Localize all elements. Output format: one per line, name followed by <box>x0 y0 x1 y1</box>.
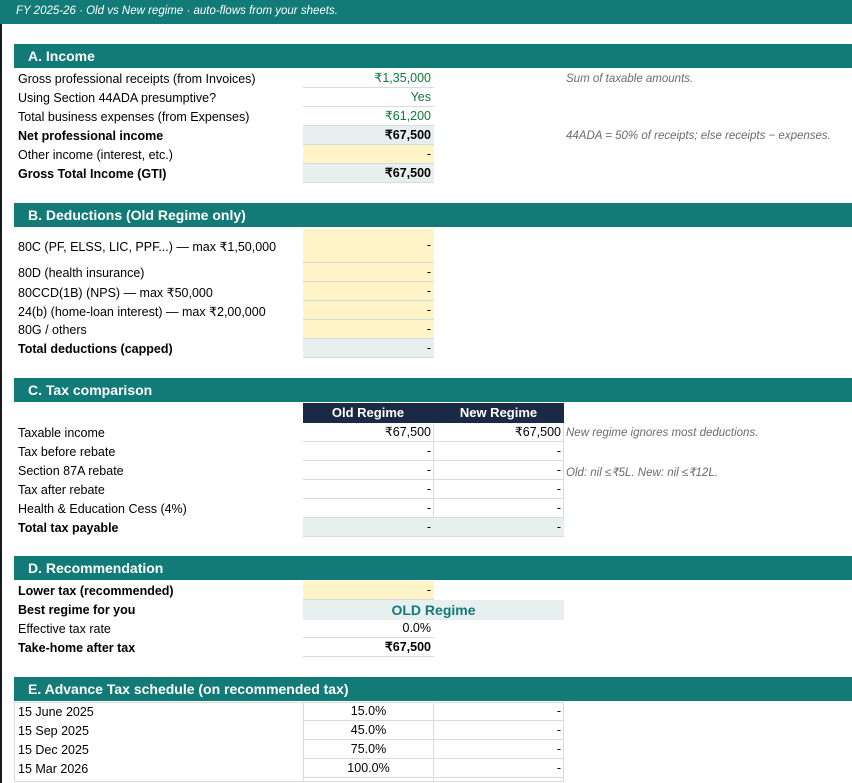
income-value-44ada[interactable]: Yes <box>303 88 434 107</box>
section-a-header <box>14 44 852 68</box>
recommendation-label-best-regime: Best regime for you <box>18 603 136 617</box>
income-note-gross-receipts: Sum of taxable amounts. <box>566 73 694 85</box>
advance-pct-2[interactable]: 45.0% <box>303 721 434 740</box>
advance-pct-1[interactable]: 15.0% <box>303 702 434 721</box>
income-label-other-income: Other income (interest, etc.) <box>18 148 173 162</box>
comparison-old-total-tax[interactable]: - <box>303 518 434 537</box>
deduction-label-24b: 24(b) (home-loan interest) — max ₹2,00,000 <box>18 305 266 319</box>
section-c-title: C. Tax comparison <box>28 382 153 398</box>
deduction-value-80d[interactable]: - <box>303 263 434 282</box>
section-e-header <box>14 677 852 701</box>
deduction-label-total: Total deductions (capped) <box>18 342 173 356</box>
recommendation-value-take-home[interactable]: ₹67,500 <box>303 638 434 657</box>
column-header-new-regime: New Regime <box>433 403 564 423</box>
income-value-other-income[interactable]: - <box>303 145 434 164</box>
comparison-new-cess[interactable]: - <box>433 499 564 518</box>
section-b-header <box>14 203 852 227</box>
comparison-old-87a-rebate[interactable]: - <box>303 461 434 480</box>
deduction-value-80g[interactable]: - <box>303 320 434 339</box>
recommendation-label-lower-tax: Lower tax (recommended) <box>18 584 174 598</box>
section-b-title: B. Deductions (Old Regime only) <box>28 207 246 223</box>
section-d-header <box>14 556 852 580</box>
income-label-44ada: Using Section 44ADA presumptive? <box>18 91 217 105</box>
advance-amount-1[interactable]: - <box>433 702 564 721</box>
column-header-old-regime: Old Regime <box>303 403 434 423</box>
comparison-label-tax-before-rebate: Tax before rebate <box>18 445 116 459</box>
comparison-old-tax-before-rebate[interactable]: - <box>303 442 434 461</box>
sheet-left-edge <box>0 24 2 783</box>
comparison-label-87a-rebate: Section 87A rebate <box>18 464 124 478</box>
comparison-note-87a-rebate: Old: nil ≤₹5L. New: nil ≤₹12L. <box>566 467 718 479</box>
comparison-old-taxable-income[interactable]: ₹67,500 <box>303 423 434 442</box>
comparison-old-tax-after-rebate[interactable]: - <box>303 480 434 499</box>
advance-amount-3[interactable]: - <box>433 740 564 759</box>
section-c-header <box>14 378 852 402</box>
deduction-value-80ccd[interactable]: - <box>303 282 434 301</box>
income-note-net-professional: 44ADA = 50% of receipts; else receipts − expenses. <box>566 130 831 142</box>
recommendation-value-lower-tax[interactable]: - <box>303 581 434 600</box>
income-label-gti: Gross Total Income (GTI) <box>18 167 167 181</box>
title-text: FY 2025-26 · Old vs New regime · auto-flows from your sheets. <box>16 5 338 17</box>
section-d-title: D. Recommendation <box>28 560 164 576</box>
income-label-net-professional: Net professional income <box>18 129 164 143</box>
income-value-net-professional[interactable]: ₹67,500 <box>303 126 434 145</box>
deduction-label-80ccd: 80CCD(1B) (NPS) — max ₹50,000 <box>18 286 213 300</box>
comparison-new-tax-after-rebate[interactable]: - <box>433 480 564 499</box>
comparison-new-87a-rebate[interactable]: - <box>433 461 564 480</box>
income-label-expenses: Total business expenses (from Expenses) <box>18 110 250 124</box>
income-value-gti[interactable]: ₹67,500 <box>303 164 434 183</box>
income-value-expenses[interactable]: ₹61,200 <box>303 107 434 126</box>
comparison-label-total-tax: Total tax payable <box>18 521 119 535</box>
recommendation-label-effective-rate: Effective tax rate <box>18 622 111 636</box>
advance-amount-2[interactable]: - <box>433 721 564 740</box>
comparison-old-cess[interactable]: - <box>303 499 434 518</box>
deduction-value-total[interactable]: - <box>303 339 434 358</box>
advance-date-4: 15 Mar 2026 <box>18 762 89 776</box>
deduction-label-80g: 80G / others <box>18 323 87 337</box>
recommendation-label-take-home: Take-home after tax <box>18 641 136 655</box>
recommendation-value-effective-rate[interactable]: 0.0% <box>303 619 434 638</box>
comparison-new-total-tax[interactable]: - <box>433 518 564 537</box>
section-e-title: E. Advance Tax schedule (on recommended tax) <box>28 681 349 697</box>
deduction-value-80c[interactable]: - <box>303 229 434 263</box>
deduction-value-24b[interactable]: - <box>303 301 434 320</box>
deduction-label-80c: 80C (PF, ELSS, LIC, PPF...) — max ₹1,50,000 <box>18 240 277 254</box>
advance-date-3: 15 Dec 2025 <box>18 743 89 757</box>
advance-pct-4[interactable]: 100.0% <box>303 759 434 778</box>
deduction-label-80d: 80D (health insurance) <box>18 266 145 280</box>
advance-amount-4[interactable]: - <box>433 759 564 778</box>
section-a-title: A. Income <box>28 48 95 64</box>
title-bar <box>0 0 852 24</box>
advance-date-1: 15 June 2025 <box>18 705 94 719</box>
comparison-new-taxable-income[interactable]: ₹67,500 <box>433 423 564 442</box>
comparison-label-tax-after-rebate: Tax after rebate <box>18 483 105 497</box>
comparison-label-taxable-income: Taxable income <box>18 426 105 440</box>
comparison-note-taxable-income: New regime ignores most deductions. <box>566 427 759 439</box>
advance-pct-3[interactable]: 75.0% <box>303 740 434 759</box>
recommendation-value-best-regime[interactable]: OLD Regime <box>303 600 564 620</box>
income-value-gross-receipts[interactable]: ₹1,35,000 <box>303 69 434 88</box>
comparison-label-cess: Health & Education Cess (4%) <box>18 502 187 516</box>
advance-date-2: 15 Sep 2025 <box>18 724 89 738</box>
comparison-new-tax-before-rebate[interactable]: - <box>433 442 564 461</box>
income-label-gross-receipts: Gross professional receipts (from Invoices) <box>18 72 256 86</box>
